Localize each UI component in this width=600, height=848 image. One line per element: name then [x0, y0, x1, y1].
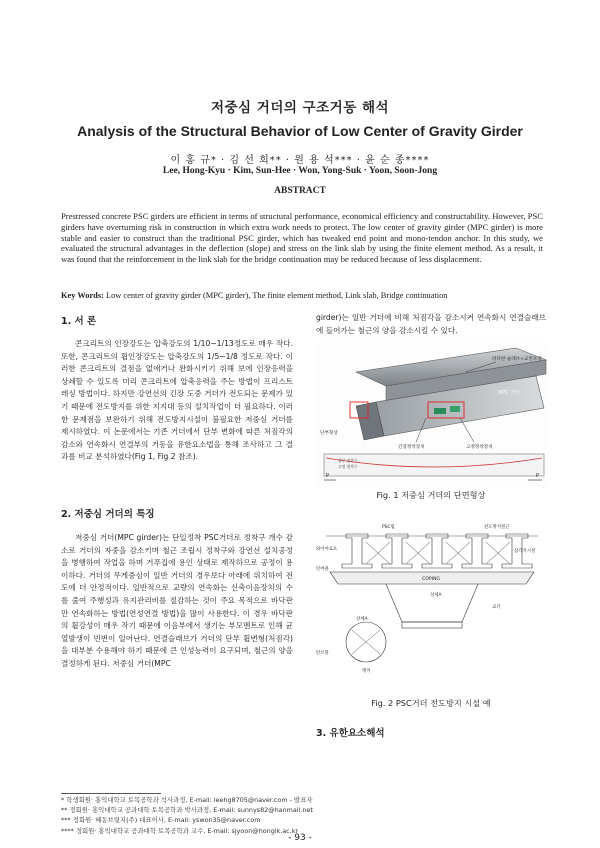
fig2-label-psc: PSC빔	[382, 525, 395, 530]
authors-korean: 이 홍 규* · 김 선 희** · 원 용 석*** · 윤 순 종****	[170, 155, 430, 166]
paper-title-korean: 저중심 거더의 구조거동 해석	[210, 100, 390, 116]
section1-body: 콘크리트의 인장강도는 압축강도의 1/10~1/13정도로 매우 작다. 또한, 콘크리트의 휨인장강도는 압축강도의 1/5~1/8 정도로 작다. 이러한 콘크리트의 결점을 없애거나 완화시키기 위해 보에 인장응력을 상쇄할 수 있도록 미리 콘크리트에 압축응력을 주는 방법이 프리스트레싱 방법이다. 하지만 강연선의 긴장 도중 거더가 전도되는 문제가 있기 때문에 전도방지를 위한 지지대 등의 설치작업이 더 필요하다. 이러한 문제점을 보완하기 위해 전도방지시설이 불필요한 저중심 거더를 제시하였다. 이 논문에서는 기존 거더에서 단부 변화에 따른 처짐각의 감소와 연속화시 연결부의 거동을 유한요소법을 통해 조사하고 그 결과를 비교 분석하였다(Fig 1, Fig 2 참조).	[61, 339, 293, 462]
keywords-text: Low center of gravity girder (MPC girder), The finite element method, Link slab, Bridge continuation	[105, 291, 448, 300]
fig2-label-base: 탄브볼	[316, 651, 329, 656]
fig2-figure	[316, 522, 548, 694]
fig1-label-strand-upper: 상부 정착구	[338, 458, 358, 463]
section2-body: 저중심 거더(MPC girder)는 단일정착 PSC거더로 정착구 개수 감소로 거더의 자중을 감소키며 철근 조립시 정착구와 강연선 설치공정을 병행하여 작업을 하며 거푸집에 용인 상태로 제작하므로 공정이 용이하다. 거더의 무게중심이 일반 거더의 경우보다 아래에 위치하여 전도에 더 안정적이다. 일반적으로 교량의 연속화는 신축이음장치의 수를 줄여 주행성과 유지관리비를 절감하는 것이 주요 목적으로 바닥판만 연속화하는 방법(연성연결 방법)을 많이 사용한다. 이 경우 바닥판의 휨강성이 매우 작기 때문에 이음부에서 생기는 부모멘트로 인해 균열발생이 빈번이 일어난다. 연결슬래브가 거더의 단부 휨변형(처짐각)을 대부분 수용해야 하기 때문에 큰 인성능력이 요구되며, 철근의 양을 결정하게 된다. 저중심 거더(MPC	[61, 533, 293, 668]
keywords-label: Key Words:	[61, 291, 104, 300]
fig1-label-fixed-anchor: 고정정착장치	[466, 445, 493, 450]
fig1-figure	[316, 342, 548, 487]
section3-heading: 3. 유한요소해석	[316, 728, 385, 739]
page-number: - 93 -	[288, 833, 312, 843]
fig1-label-end-shape: 단부형상	[320, 431, 338, 436]
section1-heading: 1. 서 론	[61, 316, 97, 327]
fig2-caption: Fig. 2 PSC거더 전도방지 시설 예	[371, 698, 491, 708]
footnote-4: **** 정회원· 홍익대학교 공과대학 토목공학과 교수, E-mail: sjyoon@hongik.ac.kr	[61, 826, 299, 835]
fig1-label-strand-lower: 고정 정착구	[338, 464, 358, 469]
footnote-3: *** 정회원· 혜동브릿지(주) 대표이사, E-mail: yswon35@naver.com	[61, 816, 261, 825]
fig2-label-tie: 삼각지시설	[514, 549, 536, 554]
fig1-label-girder: MPC 거더	[498, 391, 520, 396]
right-column-continuation: girder)는 일반 거더에 비해 처짐각을 감소시켜 연속화시 연결슬래브에 들어가는 철근의 양을 감소시킬 수 있다.	[316, 313, 546, 335]
authors-english: Lee, Hong-Kyu · Kim, Sun-Hee · Won, Yong-Suk · Yoon, Soon-Jong	[162, 166, 438, 176]
fig1-caption: Fig. 1 저중심 거더의 단면형상	[376, 490, 486, 500]
fig1-label-tension-anchor: 긴장정착장치	[398, 445, 425, 450]
footnote-divider	[61, 793, 161, 794]
fig2-label-anti-overturn: 전도방지철근	[484, 525, 510, 530]
paper-title-english: Analysis of the Structural Behavior of Low Center of Gravity Girder	[77, 123, 523, 139]
fig1-anchor-green-2	[450, 406, 460, 412]
footnotes	[61, 795, 551, 836]
keywords-line	[61, 291, 551, 300]
abstract-heading: ABSTRACT	[274, 186, 326, 196]
footnote-1: * 학생회원· 홍익대학교 토목공학과 석사과정, E-mail: leehg8705@naver.com - 발표자	[61, 796, 313, 804]
fig2-label-pier: 교각	[492, 605, 501, 610]
fig2-label-turnbuckle: 턴버클	[316, 567, 329, 572]
fig2-label-upper: 상세A	[430, 593, 442, 598]
footnote-2: ** 정회원· 홍익대학교 공과대학 토목공학과 박사과정, E-mail: sunnys82@hanmail.net	[61, 806, 313, 815]
fig1-label-load-right: P	[536, 473, 540, 479]
section2-heading: 2. 저중심 거더의 특징	[61, 509, 155, 520]
fig2-label-wire-rope: 와이어로프	[316, 547, 338, 552]
fig1-label-slab: 바닥판 슬래브+교면포장	[492, 357, 542, 362]
fig1-anchor-green-1	[434, 408, 446, 414]
abstract-body: Prestressed concrete PSC girders are efficient in terms of structural performance, economical efficiency and constructability. However, PSC girders have overturning risk in construction in which extra work needs to protect. The low center of gravity girder (MPC girder) is more stable and easier to construct than the traditional PSC girder, which has tweaked end point and mono-tendon anchor. In this study, we evaluated the structural advantages in the deflection (slope) and stress on the link slab by using the finite element method. As a result, it was found that the reinforcement in the link slab for the bridge continuation may be reduced because of less displacement.	[61, 211, 543, 265]
fig1-label-load-left: P	[326, 473, 330, 479]
fig2-label-coping: COPING	[422, 577, 440, 582]
fig2-label-anchor: 앵커	[362, 669, 371, 674]
fig2-label-detail: 상세A	[356, 617, 368, 622]
